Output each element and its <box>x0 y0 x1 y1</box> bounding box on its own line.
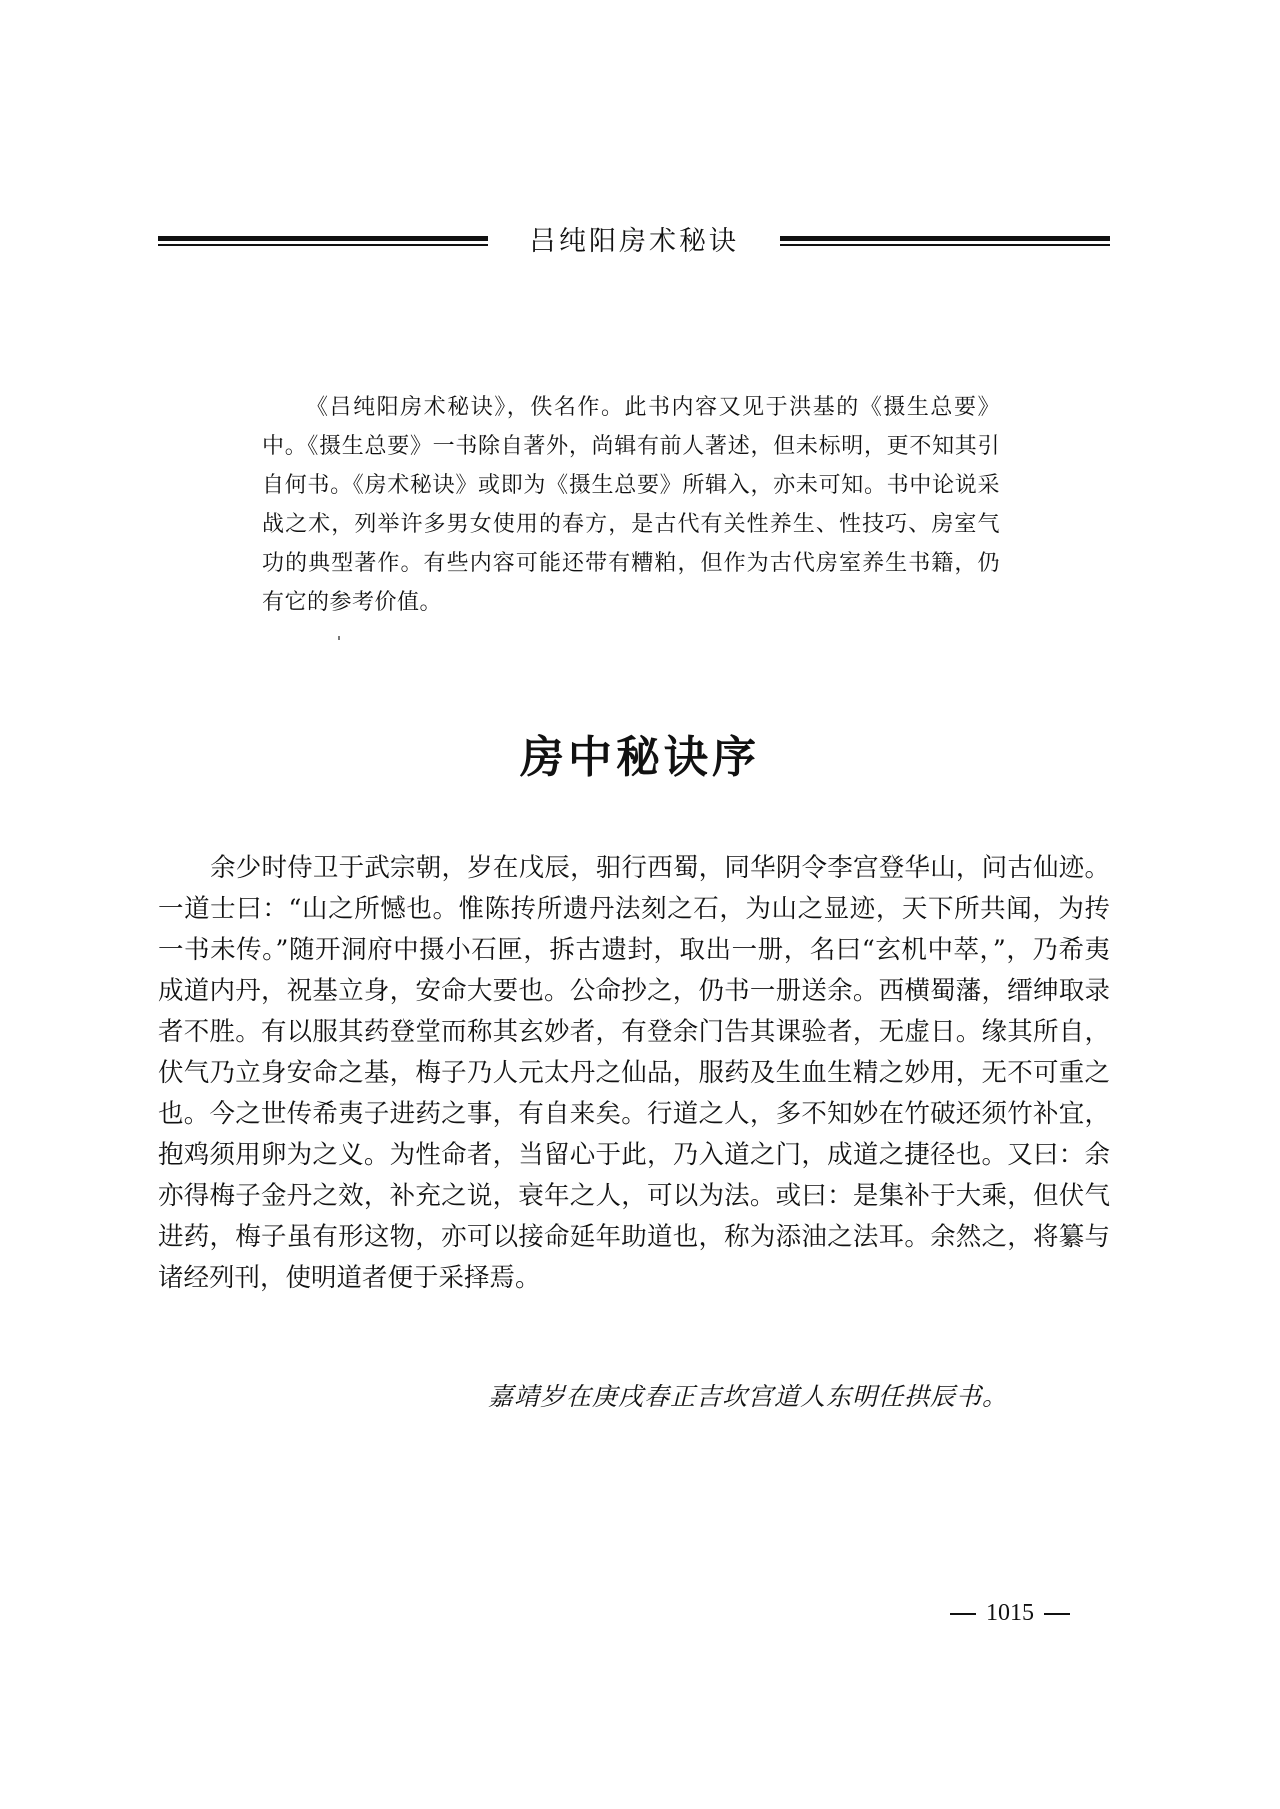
preface-body: 余少时侍卫于武宗朝，岁在戊辰，驲行西蜀，同华阴令李宫登华山，问古仙迹。一道士曰：“山之所憾也。惟陈抟所遗丹法刻之石，为山之显迹，天下所共闻，为抟一书未传。”随开洞府中摄小石匣，拆古遗封，取出一册，名曰“玄机中萃，”，乃希夷成道内丹，祝基立身，安命大要也。公命抄之，仍书一册送余。西横蜀藩，缙绅取录者不胜。有以服其药登堂而称其玄妙者，有登余门告其课验者，无虚日。缘其所自，伏气乃立身安命之基，梅子乃人元太丹之仙品，服药及生血生精之妙用，无不可重之也。今之世传希夷子进药之事，有自来矣。行道之人，多不知妙在竹破还须竹补宜，抱鸡须用卵为之义。为性命者，当留心于此，乃入道之门，成道之捷径也。又曰：余亦得梅子金丹之效，补充之说，衰年之人，可以为法。或曰：是集补于大乘，但伏气进药，梅子虽有形这物，亦可以接命延年助道也，称为添油之法耳。余然之，将纂与诸经列刊，使明道者便于采择焉。 <box>158 853 1110 1293</box>
page-number <box>930 1598 1090 1628</box>
running-title: 吕纯阳房术秘诀 <box>529 226 739 257</box>
page-number-dash-right <box>1044 1613 1070 1615</box>
preface-signature: 嘉靖岁在庚戌春正吉坎宫道人东明任拱辰书。 <box>488 1382 1009 1411</box>
page-number-value: 1015 <box>986 1600 1034 1626</box>
header-rule-left <box>158 236 488 246</box>
running-header <box>158 226 1110 262</box>
scan-speck <box>338 636 340 640</box>
intro-paragraph: 《吕纯阳房术秘诀》，佚名作。此书内容又见于洪基的《摄生总要》中。《摄生总要》一书除自著外，尚辑有前人著述，但未标明，更不知其引自何书。《房术秘诀》或即为《摄生总要》所辑入，亦未可知。书中论说采战之术，列举许多男女使用的春方，是古代有关性养生、性技巧、房室气功的典型著作。有些内容可能还带有糟粕，但作为古代房室养生书籍，仍有它的参考价值。 <box>262 395 1000 615</box>
header-rule-right <box>780 236 1110 246</box>
page-number-dash-left <box>950 1613 976 1615</box>
section-title: 房中秘诀序 <box>520 732 760 783</box>
